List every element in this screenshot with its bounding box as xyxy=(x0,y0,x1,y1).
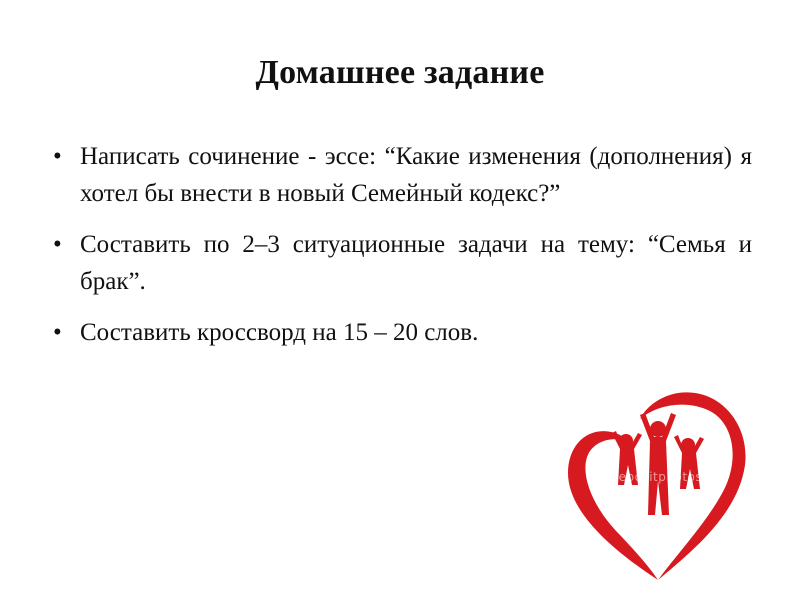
bullet-text: Написать сочинение - эссе: “Какие изменения (дополнения) я хотел бы внести в новый Семейный кодекс?” xyxy=(80,143,752,207)
bullet-marker: • xyxy=(53,143,62,170)
family-figure-center xyxy=(640,413,676,515)
watermark: ©depositphotos xyxy=(598,470,703,484)
bullet-marker: • xyxy=(53,319,62,346)
bullet-text: Составить по 2–3 ситуационные задачи на тему: “Семья и брак”. xyxy=(80,231,752,295)
bullet-marker: • xyxy=(53,231,62,258)
bullet-list xyxy=(53,138,752,365)
heart-left-stroke xyxy=(568,431,658,580)
slide-title: Домашнее задание xyxy=(255,54,545,91)
bullet-item xyxy=(53,138,752,212)
family-heart-icon xyxy=(560,385,755,585)
bullet-item xyxy=(53,314,752,351)
bullet-item xyxy=(53,226,752,300)
bullet-text: Составить кроссворд на 15 – 20 слов. xyxy=(80,319,479,346)
